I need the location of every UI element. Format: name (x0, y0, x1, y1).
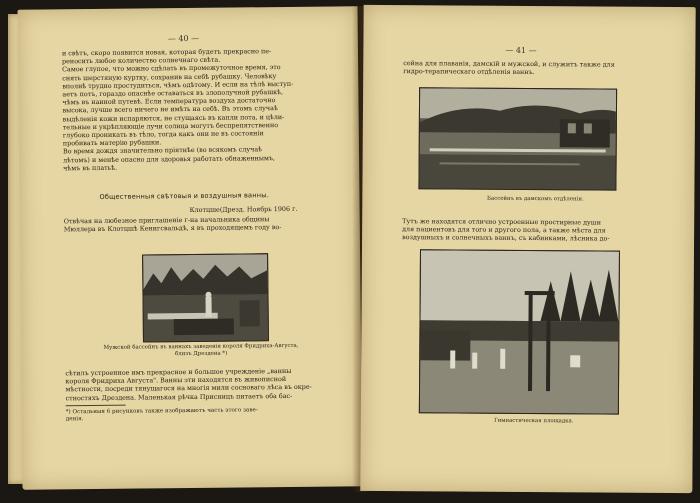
text-line: пробивать матерію рубашки. (62, 138, 162, 148)
text-line: Самое глупое, что можно сдѣлать въ промежуточное время, это (62, 63, 281, 74)
text-line: короля Фридриха Августа". Ванны эти находятся въ живописной (65, 375, 287, 386)
text-line: стностяхъ Дрездена. Маленькая рѣчка Присницъ питаетъ оба бас- (65, 391, 293, 402)
dateline: Клотцше(Дрезд. Ноябрь 1906 г. (189, 204, 298, 215)
photo-mens-pool (142, 253, 269, 342)
text-line: мѣстности, посреди тянущагося на многія мили сосноваго лѣса въ окре- (65, 383, 312, 394)
text-line: сейна для плаванія, дамскій и мужской, и служитъ также для (403, 59, 615, 69)
text-line: выдѣленія кожи испаряются, не стущаясь въ капли пота, и цѣли- (62, 112, 285, 123)
photo-caption-top: Бассейнъ въ дамскомъ отдѣленіи. (487, 195, 584, 203)
photo-ladies-pool (418, 87, 617, 190)
right-page (360, 5, 695, 493)
footnote-line: *) Остальныя 6 рисунковъ также изображаютъ часть этого заве- (65, 407, 258, 416)
left-page (17, 6, 362, 490)
text-block-top (403, 59, 669, 77)
text-line: вполнѣ трудно простудиться, чѣмъ одѣтому. И если на тѣлѣ выступ- (62, 79, 294, 91)
text-line: аетъ потъ, гораздо опаснѣе оставаться въ злополучной рубашкѣ, (62, 88, 284, 99)
caption-line: близъ Дрездена *) (175, 350, 228, 358)
text-line: воздушныхъ и солнечныхъ ваннъ, съ кабинками, лѣсника до- (402, 233, 610, 243)
footnote-rule (66, 405, 126, 407)
text-line: реносить любое количество солнечнаго свѣта. (61, 55, 221, 66)
page-number-right: — 41 — (505, 45, 537, 56)
text-line: Мюллера въ Клотцшѣ Кенигсвальдѣ, я въ проходящемъ году во- (63, 223, 282, 234)
text-line: Отвѣчая на любезное приглашеніе г-на начальника общины (63, 215, 270, 226)
text-line: гидро-терапическаго отдѣленія ваннъ. (403, 67, 535, 77)
photo-caption-left (65, 342, 337, 359)
photo-caption-bottom: Гимнастическая площадка. (494, 417, 574, 425)
page-number-left: — 40 — (167, 33, 200, 44)
text-line: снять шерстяную куртку, сохранив на себѣ рубашку. Человѣку (62, 71, 277, 82)
photo-mens-pool-image (143, 254, 268, 341)
text-line: тельные и укрѣпляющіе лучи солнца могутъ беспрепятственно (62, 120, 279, 132)
text-line: высока, лучше всего ничего не имѣть на себѣ. Въ этомъ случаѣ (62, 104, 278, 115)
section-heading: Общественныя свѣтовыя и воздушныя ванны. (99, 191, 270, 201)
footnote-line: денія. (65, 416, 84, 423)
text-line: Во время дождя значительно пріятнѣе (во всякомъ случаѣ (62, 145, 263, 156)
text-line: сѣтилъ устроенное имъ прекрасное и большое учрежденіе „ванны (65, 366, 292, 378)
photo-gymnastics-image (420, 250, 619, 413)
text-line: лѣтомъ) и менѣе опасно для здоровья работать обнаженнымъ, (63, 153, 276, 164)
text-line: и свѣтъ, скоро появится новая, которая будетъ прекрасно пе- (61, 47, 272, 58)
text-block-bottom (65, 366, 337, 402)
caption-line: Мужской бассейнъ въ ваннахъ заведенія короля Фридриха-Августа, (103, 342, 299, 351)
text-line: Тутъ же находятся отлично устроенные простирные души (402, 217, 602, 227)
footnote (66, 406, 338, 423)
text-block-top (62, 46, 335, 172)
photo-ladies-pool-image (419, 88, 616, 189)
text-line: для пациентовъ для того и другого пола, а также мѣста для (402, 225, 606, 235)
photo-gymnastics-area (419, 249, 620, 414)
text-block-mid (64, 214, 336, 233)
text-line: глубоко проникать въ тѣло, тогда какъ они не въ состояніи (62, 129, 264, 140)
text-line: чѣмъ въ платьѣ. (63, 163, 118, 173)
text-line: чѣмъ въ наиной путевѣ. Если температура воздуха достаточно (62, 96, 276, 107)
text-block-mid (402, 217, 668, 243)
